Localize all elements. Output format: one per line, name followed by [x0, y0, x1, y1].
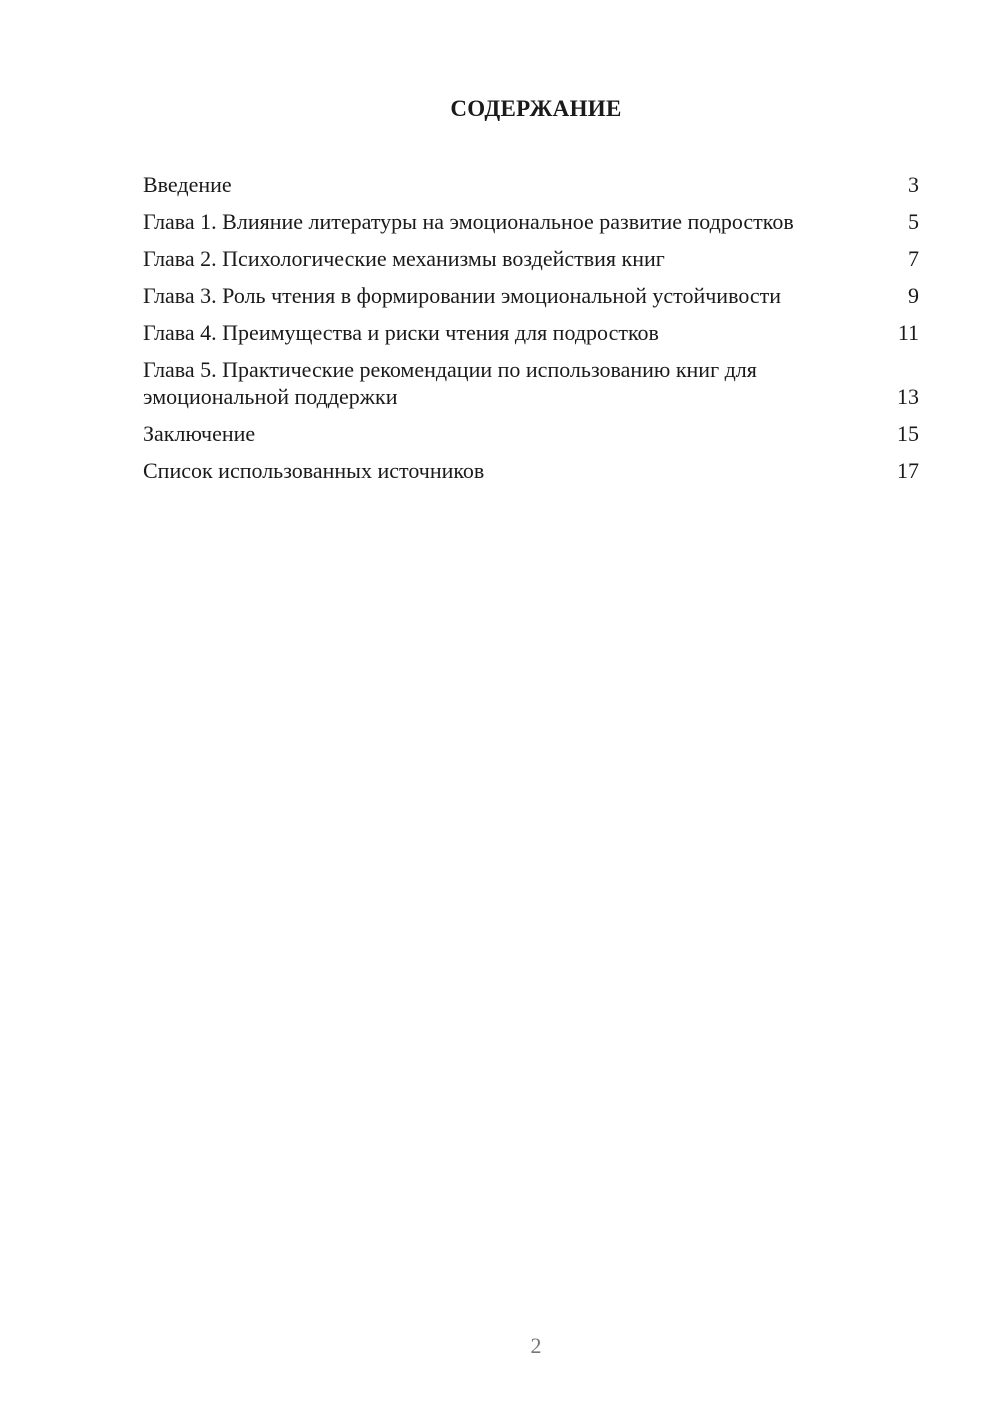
- toc-entry-title: Глава 4. Преимущества и риски чтения для подростков: [143, 320, 659, 345]
- toc-entry-title: Введение: [143, 172, 232, 197]
- toc-entry-page: 7: [908, 246, 919, 271]
- toc-entry-page: 13: [897, 384, 919, 409]
- toc-entry-chapter-5: [143, 356, 919, 410]
- toc-entry-page: 11: [897, 320, 919, 345]
- toc-heading: СОДЕРЖАНИЕ: [450, 96, 622, 121]
- toc-entry-title: Глава 1. Влияние литературы на эмоциональное развитие подростков: [143, 209, 794, 234]
- toc-entry-title: Заключение: [143, 421, 256, 446]
- toc-entry-page: 15: [897, 421, 919, 446]
- toc-entry-chapter-2: [143, 245, 919, 272]
- toc-entry-page: 3: [908, 172, 919, 197]
- toc-entry-title: Глава 2. Психологические механизмы воздействия книг: [143, 246, 665, 271]
- toc-entry-chapter-4: [143, 319, 919, 346]
- toc-entry-title: Глава 5. Практические рекомендации по использованию книг для эмоциональной поддержки: [143, 357, 757, 409]
- toc-entry-chapter-3: [143, 282, 919, 309]
- toc-entry-title: Глава 3. Роль чтения в формировании эмоциональной устойчивости: [143, 283, 782, 308]
- toc-list: [143, 171, 919, 494]
- toc-entry-conclusion: [143, 420, 919, 447]
- toc-entry-chapter-1: [143, 208, 919, 235]
- toc-entry-page: 17: [897, 458, 919, 483]
- toc-entry-page: 9: [908, 283, 919, 308]
- toc-entry-title: Список использованных источников: [143, 458, 485, 483]
- toc-entry-introduction: [143, 171, 919, 198]
- page-number: 2: [530, 1333, 542, 1358]
- toc-entry-references: [143, 457, 919, 484]
- toc-entry-page: 5: [908, 209, 919, 234]
